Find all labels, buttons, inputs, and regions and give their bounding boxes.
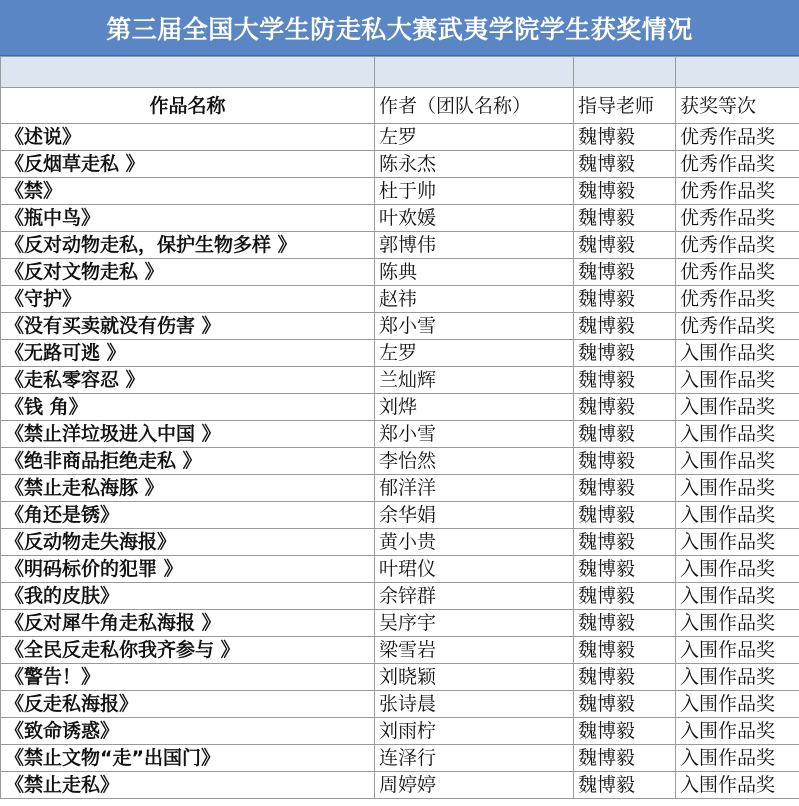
advisor-cell: 魏博毅	[574, 178, 676, 205]
blank-cell	[676, 57, 799, 88]
work-cell: 《述说》	[1, 124, 375, 151]
award-cell: 入围作品奖	[676, 745, 799, 772]
table-row	[1, 475, 799, 502]
table-row	[1, 421, 799, 448]
table-row	[1, 340, 799, 367]
blank-cell	[574, 57, 676, 88]
author-cell: 杜于帅	[375, 178, 574, 205]
author-cell: 余锌群	[375, 583, 574, 610]
work-cell: 《走私零容忍 》	[1, 367, 375, 394]
advisor-cell: 魏博毅	[574, 502, 676, 529]
work-cell: 《禁止走私海豚 》	[1, 475, 375, 502]
work-cell: 《明码标价的犯罪 》	[1, 556, 375, 583]
header-author: 作者（团队名称）	[375, 88, 574, 124]
advisor-cell: 魏博毅	[574, 151, 676, 178]
table-row	[1, 394, 799, 421]
author-cell: 郭博伟	[375, 232, 574, 259]
work-cell: 《致命诱惑》	[1, 718, 375, 745]
advisor-cell: 魏博毅	[574, 772, 676, 799]
award-cell: 入围作品奖	[676, 691, 799, 718]
author-cell: 梁雪岩	[375, 637, 574, 664]
work-cell: 《全民反走私你我齐参与 》	[1, 637, 375, 664]
author-cell: 左罗	[375, 124, 574, 151]
author-cell: 郑小雪	[375, 313, 574, 340]
table-row	[1, 583, 799, 610]
award-cell: 优秀作品奖	[676, 313, 799, 340]
work-cell: 《禁止走私》	[1, 772, 375, 799]
author-cell: 李怡然	[375, 448, 574, 475]
award-cell: 入围作品奖	[676, 556, 799, 583]
advisor-cell: 魏博毅	[574, 421, 676, 448]
header-award: 获奖等次	[676, 88, 799, 124]
advisor-cell: 魏博毅	[574, 637, 676, 664]
work-cell: 《反动物走失海报》	[1, 529, 375, 556]
advisor-cell: 魏博毅	[574, 475, 676, 502]
table-row	[1, 502, 799, 529]
work-cell: 《反对文物走私 》	[1, 259, 375, 286]
author-cell: 黄小贵	[375, 529, 574, 556]
advisor-cell: 魏博毅	[574, 205, 676, 232]
author-cell: 刘雨柠	[375, 718, 574, 745]
award-cell: 入围作品奖	[676, 718, 799, 745]
advisor-cell: 魏博毅	[574, 124, 676, 151]
author-cell: 周婷婷	[375, 772, 574, 799]
advisor-cell: 魏博毅	[574, 259, 676, 286]
award-cell: 优秀作品奖	[676, 205, 799, 232]
advisor-cell: 魏博毅	[574, 610, 676, 637]
table-row	[1, 610, 799, 637]
author-cell: 赵祎	[375, 286, 574, 313]
award-cell: 入围作品奖	[676, 421, 799, 448]
work-cell: 《瓶中鸟》	[1, 205, 375, 232]
award-cell: 入围作品奖	[676, 637, 799, 664]
author-cell: 郁洋洋	[375, 475, 574, 502]
award-cell: 优秀作品奖	[676, 259, 799, 286]
author-cell: 郑小雪	[375, 421, 574, 448]
award-cell: 入围作品奖	[676, 367, 799, 394]
award-cell: 入围作品奖	[676, 340, 799, 367]
work-cell: 《钱 角》	[1, 394, 375, 421]
advisor-cell: 魏博毅	[574, 745, 676, 772]
award-cell: 入围作品奖	[676, 475, 799, 502]
award-cell: 入围作品奖	[676, 394, 799, 421]
table-row	[1, 556, 799, 583]
author-cell: 叶珺仪	[375, 556, 574, 583]
award-cell: 入围作品奖	[676, 448, 799, 475]
table-row	[1, 745, 799, 772]
author-cell: 兰灿辉	[375, 367, 574, 394]
advisor-cell: 魏博毅	[574, 691, 676, 718]
work-cell: 《禁止文物“走”出国门》	[1, 745, 375, 772]
award-cell: 优秀作品奖	[676, 286, 799, 313]
table-row	[1, 124, 799, 151]
advisor-cell: 魏博毅	[574, 394, 676, 421]
table-row	[1, 637, 799, 664]
author-cell: 余华娟	[375, 502, 574, 529]
table-row	[1, 151, 799, 178]
work-cell: 《无路可逃 》	[1, 340, 375, 367]
award-cell: 优秀作品奖	[676, 178, 799, 205]
advisor-cell: 魏博毅	[574, 286, 676, 313]
award-cell: 优秀作品奖	[676, 124, 799, 151]
advisor-cell: 魏博毅	[574, 340, 676, 367]
advisor-cell: 魏博毅	[574, 232, 676, 259]
table-body	[1, 124, 799, 799]
blank-cell	[375, 57, 574, 88]
header-advisor: 指导老师	[574, 88, 676, 124]
table-row	[1, 448, 799, 475]
advisor-cell: 魏博毅	[574, 448, 676, 475]
advisor-cell: 魏博毅	[574, 583, 676, 610]
author-cell: 连泽行	[375, 745, 574, 772]
award-cell: 入围作品奖	[676, 610, 799, 637]
advisor-cell: 魏博毅	[574, 664, 676, 691]
table-row	[1, 772, 799, 799]
author-cell: 陈永杰	[375, 151, 574, 178]
sheet-title: 第三届全国大学生防走私大赛武夷学院学生获奖情况	[0, 0, 799, 56]
work-cell: 《反烟草走私 》	[1, 151, 375, 178]
blank-row	[1, 57, 799, 88]
advisor-cell: 魏博毅	[574, 556, 676, 583]
author-cell: 左罗	[375, 340, 574, 367]
table-row	[1, 286, 799, 313]
work-cell: 《反对动物走私，保护生物多样 》	[1, 232, 375, 259]
author-cell: 刘晓颖	[375, 664, 574, 691]
author-cell: 刘烨	[375, 394, 574, 421]
blank-cell	[1, 57, 375, 88]
award-cell: 入围作品奖	[676, 502, 799, 529]
author-cell: 叶欢媛	[375, 205, 574, 232]
author-cell: 吴序宇	[375, 610, 574, 637]
table-row	[1, 664, 799, 691]
work-cell: 《警告！》	[1, 664, 375, 691]
table-row	[1, 232, 799, 259]
award-cell: 入围作品奖	[676, 772, 799, 799]
author-cell: 张诗晨	[375, 691, 574, 718]
work-cell: 《禁》	[1, 178, 375, 205]
award-cell: 入围作品奖	[676, 664, 799, 691]
award-cell: 优秀作品奖	[676, 151, 799, 178]
advisor-cell: 魏博毅	[574, 367, 676, 394]
advisor-cell: 魏博毅	[574, 313, 676, 340]
work-cell: 《反走私海报》	[1, 691, 375, 718]
advisor-cell: 魏博毅	[574, 529, 676, 556]
work-cell: 《守护》	[1, 286, 375, 313]
author-cell: 陈典	[375, 259, 574, 286]
award-cell: 优秀作品奖	[676, 232, 799, 259]
work-cell: 《绝非商品拒绝走私 》	[1, 448, 375, 475]
table-row	[1, 205, 799, 232]
table-row	[1, 313, 799, 340]
work-cell: 《角还是锈》	[1, 502, 375, 529]
table-row	[1, 691, 799, 718]
award-cell: 入围作品奖	[676, 583, 799, 610]
table-row	[1, 367, 799, 394]
award-cell: 入围作品奖	[676, 529, 799, 556]
table-row	[1, 178, 799, 205]
work-cell: 《反对犀牛角走私海报 》	[1, 610, 375, 637]
table-row	[1, 259, 799, 286]
advisor-cell: 魏博毅	[574, 718, 676, 745]
header-work: 作品名称	[1, 88, 375, 124]
table-row	[1, 718, 799, 745]
awards-table	[0, 56, 799, 799]
work-cell: 《我的皮肤》	[1, 583, 375, 610]
work-cell: 《禁止洋垃圾进入中国 》	[1, 421, 375, 448]
table-row	[1, 529, 799, 556]
header-row	[1, 88, 799, 124]
work-cell: 《没有买卖就没有伤害 》	[1, 313, 375, 340]
